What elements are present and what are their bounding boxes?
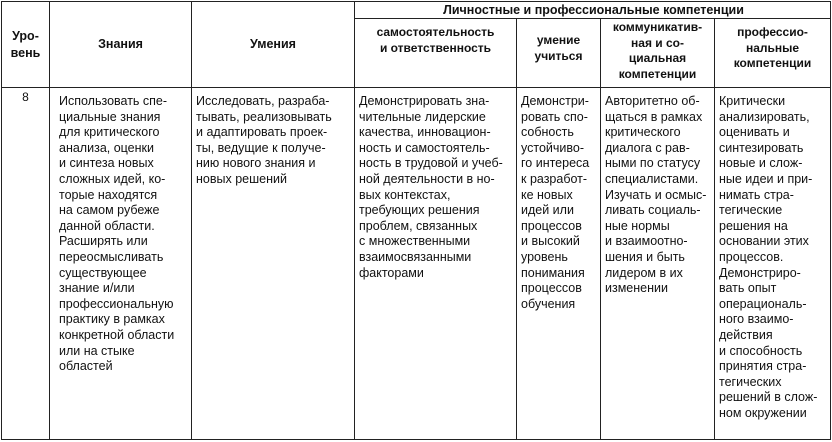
qualification-table <box>1 1 831 440</box>
cell-autonomy <box>355 88 517 440</box>
header-competencies-group <box>355 2 831 19</box>
communicative-text: Авторитетно об- щаться в рамках критического диалога с рав- ными по статусу специалистами. Изучать и осмыс- ливать социаль- ные нормы и взаимоотно- шения и быть лидером в их изменении <box>605 94 707 296</box>
header-autonomy <box>355 19 517 88</box>
level-value: 8 <box>22 90 29 104</box>
skills-text: Исследовать, разраба- тывать, реализовывать и адаптировать проек- ты, ведущие к получе- нию нового знания и новых решений <box>196 94 332 186</box>
header-row-top <box>2 2 831 19</box>
header-learning <box>517 19 601 88</box>
learning-text: Демонстри- ровать спо- собность устойчиво- го интереса к разработ- ке новых идей или процессов и высокий уровень понимания процессов обучения <box>521 94 590 311</box>
cell-skills <box>192 88 355 440</box>
header-knowledge <box>50 2 192 88</box>
cell-learning <box>517 88 601 440</box>
header-skills-text: Умения <box>250 37 296 51</box>
cell-professional <box>715 88 831 440</box>
header-competencies-group-text: Личностные и профессиональные компетенции <box>443 3 744 17</box>
knowledge-text: Использовать спе- циальные знания для критического анализа, оценки и синтеза новых сложных идей, ко- торые находятся на самом рубеже данной области. Расширять или переосмысливать существующее знание и/или профессиональную практику в рамках конкретной области или на стыке областей <box>59 94 175 374</box>
header-communicative <box>601 19 715 88</box>
header-autonomy-text: самостоятельность и ответственность <box>376 25 495 55</box>
cell-level <box>2 88 50 440</box>
header-level <box>2 2 50 88</box>
header-communicative-text: коммуникатив- ная и со- циальная компетенции <box>612 20 703 81</box>
table-row <box>2 88 831 440</box>
header-professional-text: профессио- нальные компетенции <box>733 25 812 70</box>
header-knowledge-text: Знания <box>98 37 143 51</box>
autonomy-text: Демонстрировать зна- чительные лидерские качества, инновацион- ность и самостоятель- ность в трудовой и учеб- ной деятельности в но- вых контекстах, требующих решения проблем, связанных с множественными взаимосвязанными факторами <box>359 94 503 280</box>
header-level-text: Уро- вень <box>10 28 41 60</box>
header-professional <box>715 19 831 88</box>
cell-communicative <box>601 88 715 440</box>
professional-text: Критически анализировать, оценивать и синтезировать новые и слож- ные идеи и при- нимать стра- тегические решения на основании этих процессов. Демонстриро- вать опыт операциональ- ного взаимо- действия и способность принятия стра- тегических решений в слож- ном окружении <box>719 94 818 420</box>
header-learning-text: умение учиться <box>534 33 583 63</box>
cell-knowledge <box>50 88 192 440</box>
header-skills <box>192 2 355 88</box>
